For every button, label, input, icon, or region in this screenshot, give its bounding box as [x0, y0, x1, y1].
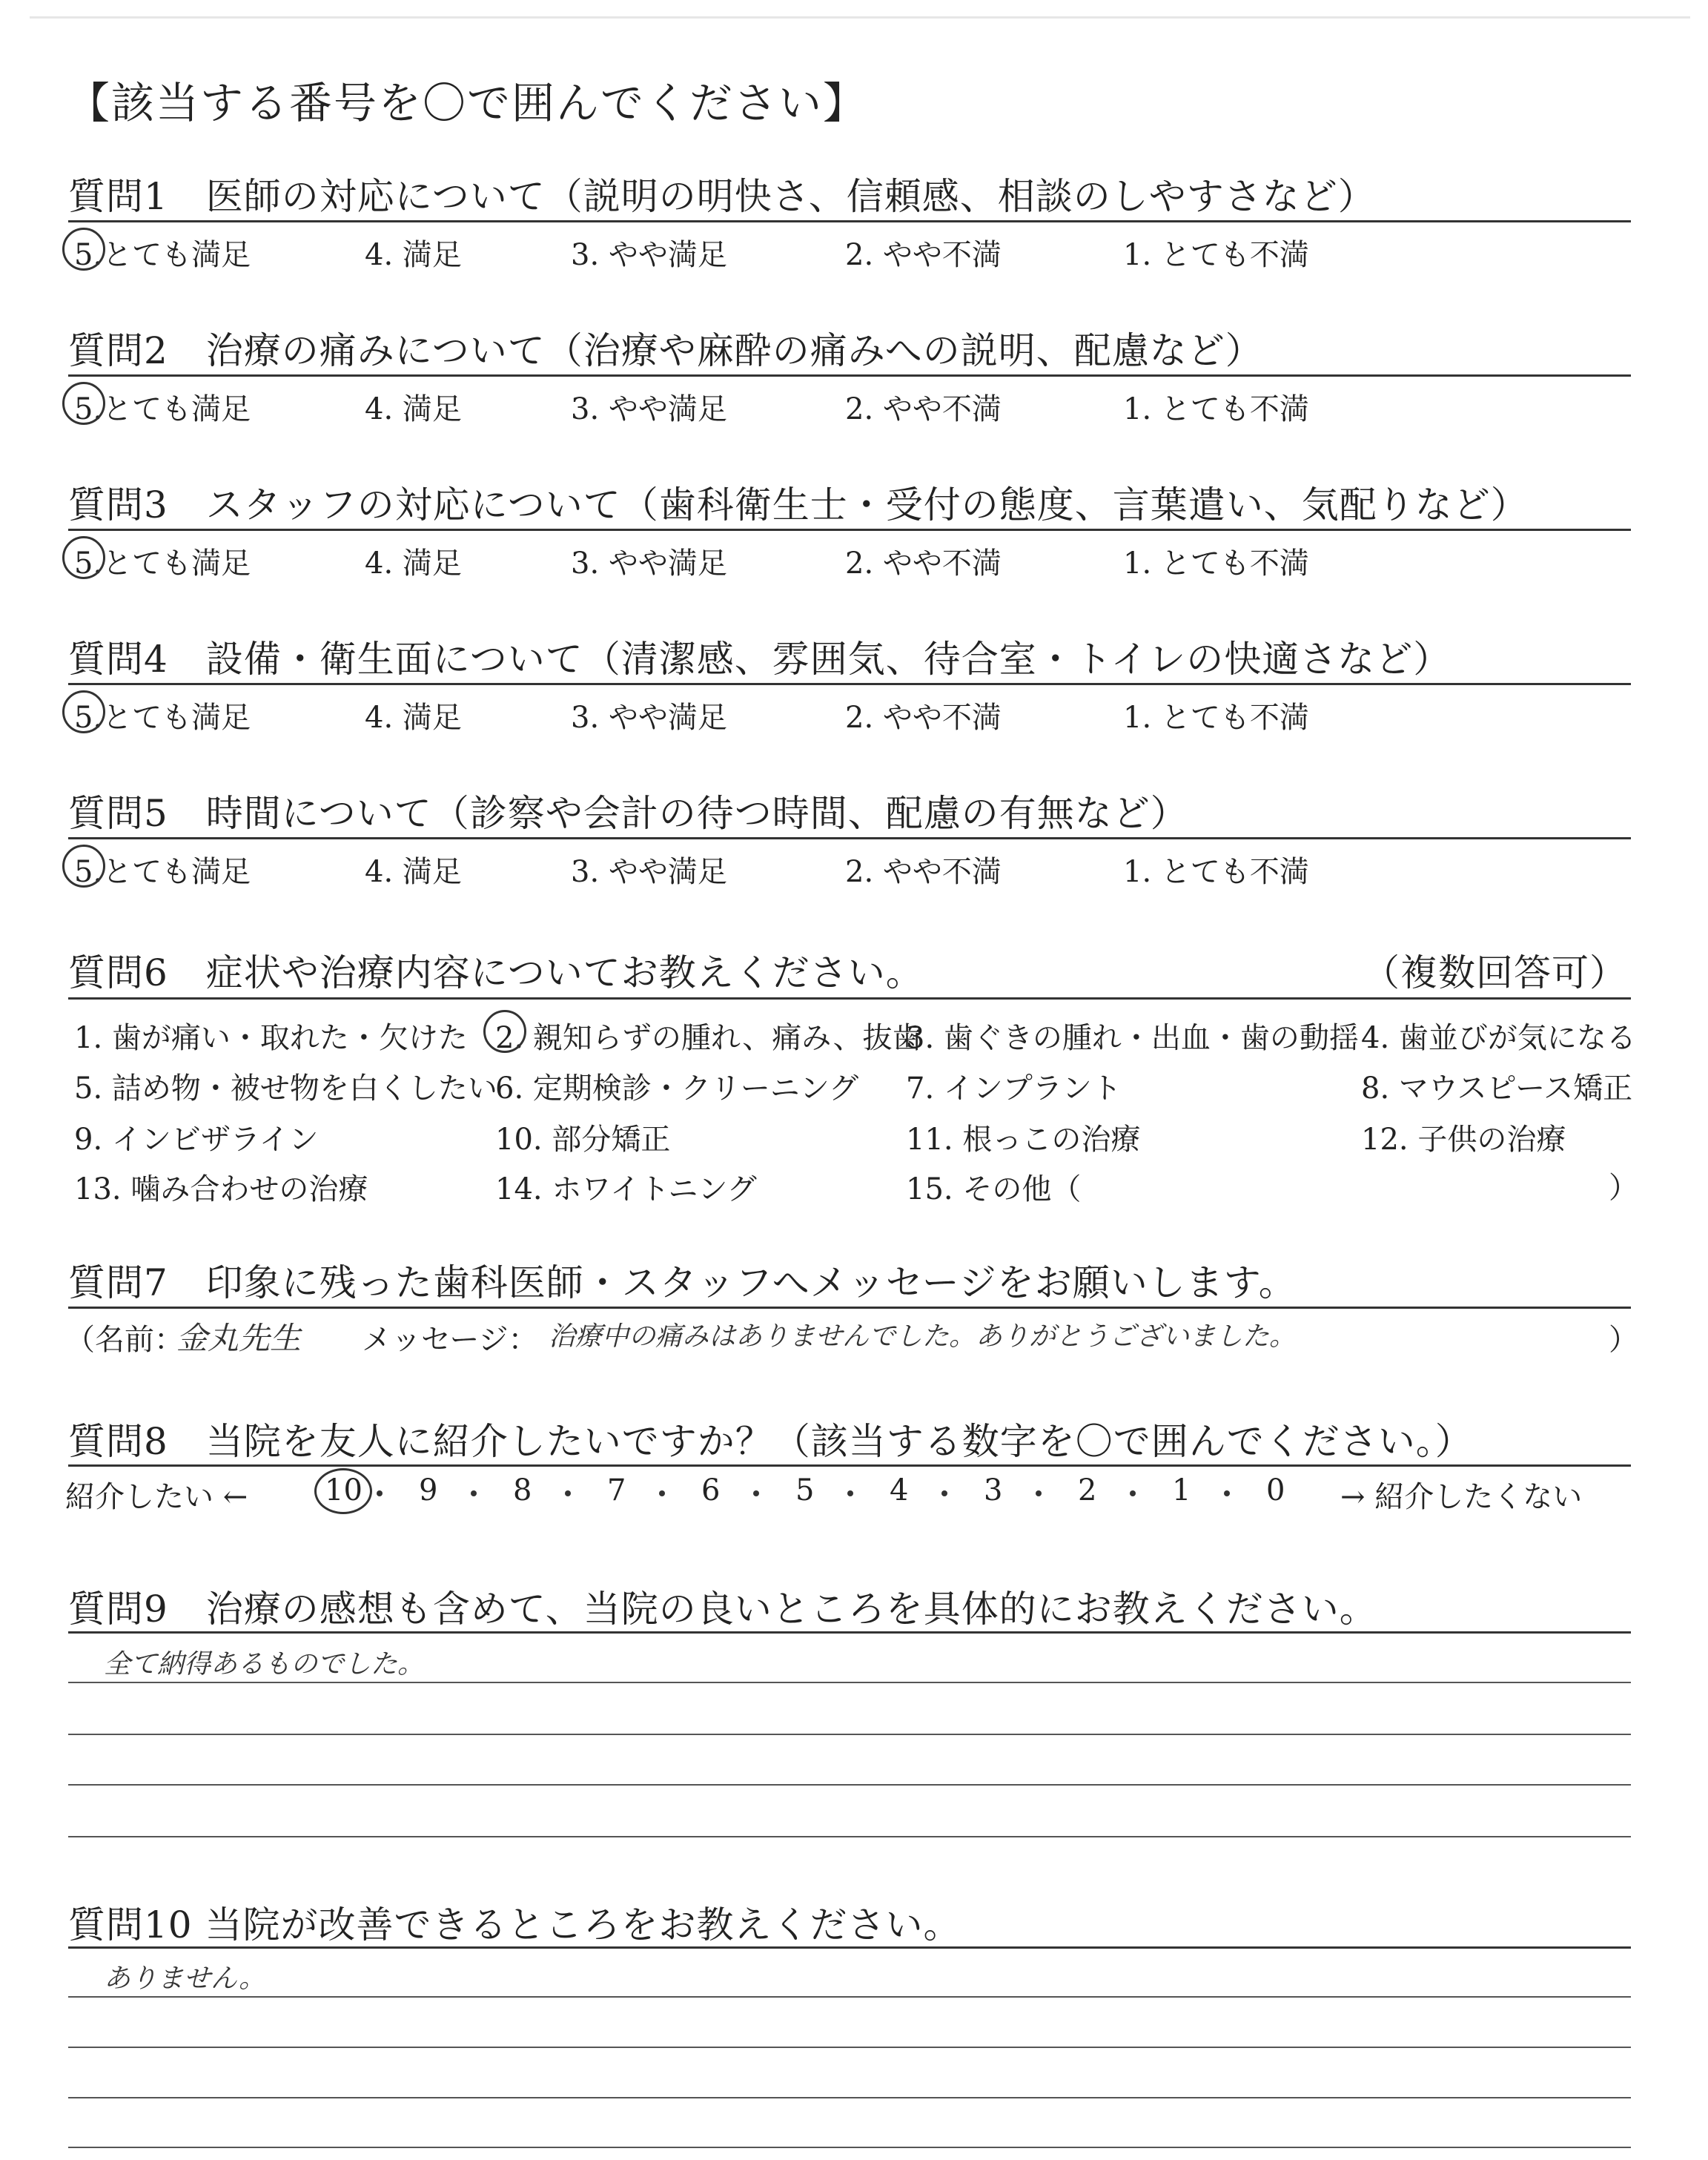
scale-separator-dot: [1036, 1490, 1042, 1496]
scale-separator-dot: [471, 1490, 477, 1496]
scale-separator-dot: [941, 1490, 947, 1496]
page-heading: 【該当する番号を〇で囲んでください】: [67, 78, 868, 128]
selected-circle: [314, 1468, 372, 1514]
q9-answer[interactable]: 全て納得あるものでした。: [104, 1649, 425, 1680]
q5-title: 質問5 時間について（診察や会計の待つ時間、配慮の有無など）: [68, 792, 1188, 835]
q8-score-9[interactable]: 9: [419, 1473, 438, 1507]
q3-option-5[interactable]: 5.とても満足: [74, 546, 251, 581]
q9-line: [68, 1836, 1631, 1837]
q7-title: 質問7 印象に残った歯科医師・スタッフへメッセージをお願いします。: [68, 1261, 1297, 1304]
q3-rule: [68, 529, 1631, 531]
q7-close-paren: ）: [1609, 1323, 1638, 1357]
q4-title: 質問4 設備・衛生面について（清潔感、雰囲気、待合室・トイレの快適さなど）: [68, 638, 1452, 681]
q8-title: 質問8 当院を友人に紹介したいですか？（該当する数字を〇で囲んでください。）: [68, 1420, 1473, 1463]
q6-title: 質問6 症状や治療内容についてお教えください。: [68, 951, 924, 994]
q8-rule: [68, 1464, 1631, 1467]
q3-option-2[interactable]: 2. やや不満: [845, 546, 1002, 581]
q2-option-4[interactable]: 4. 満足: [365, 392, 462, 426]
q1-option-2[interactable]: 2. やや不満: [845, 238, 1002, 272]
q10-rule: [68, 1946, 1631, 1949]
q3-option-4[interactable]: 4. 満足: [365, 546, 462, 581]
scale-separator-dot: [659, 1490, 665, 1496]
q1-rule: [68, 220, 1631, 222]
q6-option-2[interactable]: 2. 親知らずの腫れ、痛み、抜歯: [495, 1021, 922, 1055]
q7-message-label: メッセージ：: [362, 1323, 538, 1357]
q2-option-5[interactable]: 5.とても満足: [74, 392, 251, 426]
q8-score-1[interactable]: 1: [1172, 1473, 1191, 1507]
q7-message-value[interactable]: 治療中の痛みはありませんでした。ありがとうございました。: [549, 1321, 1297, 1352]
scale-separator-dot: [847, 1490, 853, 1496]
q2-option-1[interactable]: 1. とても不満: [1123, 392, 1309, 426]
selected-circle: [62, 228, 105, 271]
q1-title: 質問1 医師の対応について（説明の明快さ、信頼感、相談のしやすさなど）: [68, 175, 1376, 218]
q8-score-7[interactable]: 7: [607, 1473, 626, 1507]
q3-option-1[interactable]: 1. とても不満: [1123, 546, 1309, 581]
q6-option-5[interactable]: 5. 詰め物・被せ物を白くしたい: [74, 1071, 497, 1106]
q4-option-2[interactable]: 2. やや不満: [845, 701, 1002, 735]
q9-line: [68, 1682, 1631, 1683]
q6-option-4[interactable]: 4. 歯並びが気になる: [1361, 1021, 1636, 1055]
q3-title: 質問3 スタッフの対応について（歯科衛生士・受付の態度、言葉遣い、気配りなど）: [68, 483, 1529, 526]
q3-option-3[interactable]: 3. やや満足: [571, 546, 727, 581]
q5-option-5[interactable]: 5.とても満足: [74, 855, 251, 889]
selected-circle: [62, 382, 105, 425]
q5-option-4[interactable]: 4. 満足: [365, 855, 462, 889]
q6-option-9[interactable]: 9. インビザライン: [74, 1123, 319, 1157]
q5-option-3[interactable]: 3. やや満足: [571, 855, 727, 889]
q6-option-3[interactable]: 3. 歯ぐきの腫れ・出血・歯の動揺: [906, 1021, 1359, 1055]
q6-option-7[interactable]: 7. インプラント: [906, 1071, 1122, 1106]
q9-title: 質問9 治療の感想も含めて、当院の良いところを具体的にお教えください。: [68, 1588, 1377, 1631]
q4-option-4[interactable]: 4. 満足: [365, 701, 462, 735]
scale-separator-dot: [377, 1490, 383, 1496]
selected-circle: [62, 845, 105, 888]
q8-right-label: → 紹介したくない: [1340, 1480, 1583, 1514]
q2-rule: [68, 374, 1631, 377]
q6-option-14[interactable]: 14. ホワイトニング: [495, 1172, 757, 1206]
q5-rule: [68, 837, 1631, 839]
q4-option-1[interactable]: 1. とても不満: [1123, 701, 1309, 735]
q2-option-2[interactable]: 2. やや不満: [845, 392, 1002, 426]
scale-separator-dot: [753, 1490, 759, 1496]
q6-option-10[interactable]: 10. 部分矯正: [495, 1123, 671, 1157]
q6-option-15[interactable]: 15. その他（: [906, 1172, 1082, 1206]
q8-score-0[interactable]: 0: [1266, 1473, 1285, 1507]
q8-score-6[interactable]: 6: [701, 1473, 721, 1507]
q8-score-4[interactable]: 4: [890, 1473, 909, 1507]
q1-option-4[interactable]: 4. 満足: [365, 238, 462, 272]
q1-option-3[interactable]: 3. やや満足: [571, 238, 727, 272]
selected-circle: [62, 690, 105, 733]
q2-option-3[interactable]: 3. やや満足: [571, 392, 727, 426]
q6-option-6[interactable]: 6. 定期検診・クリーニング: [495, 1071, 859, 1106]
q9-rule: [68, 1631, 1631, 1634]
q8-score-3[interactable]: 3: [984, 1473, 1003, 1507]
q10-answer[interactable]: ありません。: [104, 1964, 266, 1994]
q8-score-8[interactable]: 8: [513, 1473, 532, 1507]
q8-left-label: 紹介したい ←: [65, 1480, 248, 1514]
q7-name-label: （名前：: [65, 1323, 184, 1357]
q1-option-5[interactable]: 5.とても満足: [74, 238, 251, 272]
q5-option-1[interactable]: 1. とても不満: [1123, 855, 1309, 889]
q8-score-10[interactable]: 10: [325, 1473, 363, 1507]
q7-rule: [68, 1307, 1631, 1309]
q6-option-11[interactable]: 11. 根っこの治療: [906, 1123, 1141, 1157]
q4-option-3[interactable]: 3. やや満足: [571, 701, 727, 735]
scale-separator-dot: [1224, 1490, 1230, 1496]
q8-score-5[interactable]: 5: [795, 1473, 815, 1507]
q10-line: [68, 2097, 1631, 2098]
selected-circle: [62, 536, 105, 579]
scale-separator-dot: [565, 1490, 571, 1496]
q6-option-1[interactable]: 1. 歯が痛い・取れた・欠けた: [74, 1021, 468, 1055]
q10-title: 質問10 当院が改善できるところをお教えください。: [68, 1903, 961, 1946]
scale-separator-dot: [1130, 1490, 1136, 1496]
q6-multiple-note: （複数回答可）: [1363, 951, 1627, 994]
q7-name-value[interactable]: 金丸先生: [176, 1320, 302, 1356]
q10-line: [68, 1996, 1631, 1998]
q4-rule: [68, 683, 1631, 685]
q6-other-close: ）: [1609, 1171, 1638, 1205]
q6-rule: [68, 997, 1631, 1000]
q4-option-5[interactable]: 5.とても満足: [74, 701, 251, 735]
q10-line: [68, 2047, 1631, 2048]
q6-option-8[interactable]: 8. マウスピース矯正: [1361, 1071, 1633, 1106]
q2-title: 質問2 治療の痛みについて（治療や麻酔の痛みへの説明、配慮など）: [68, 329, 1263, 372]
q6-option-12[interactable]: 12. 子供の治療: [1361, 1123, 1566, 1157]
selected-circle: [483, 1010, 526, 1053]
q9-line: [68, 1734, 1631, 1735]
q9-line: [68, 1784, 1631, 1786]
q1-option-1[interactable]: 1. とても不満: [1123, 238, 1309, 272]
q6-option-13[interactable]: 13. 噛み合わせの治療: [74, 1172, 368, 1206]
q8-score-2[interactable]: 2: [1078, 1473, 1097, 1507]
q10-line: [68, 2147, 1631, 2148]
scan-top-edge: [30, 16, 1690, 19]
q5-option-2[interactable]: 2. やや不満: [845, 855, 1002, 889]
